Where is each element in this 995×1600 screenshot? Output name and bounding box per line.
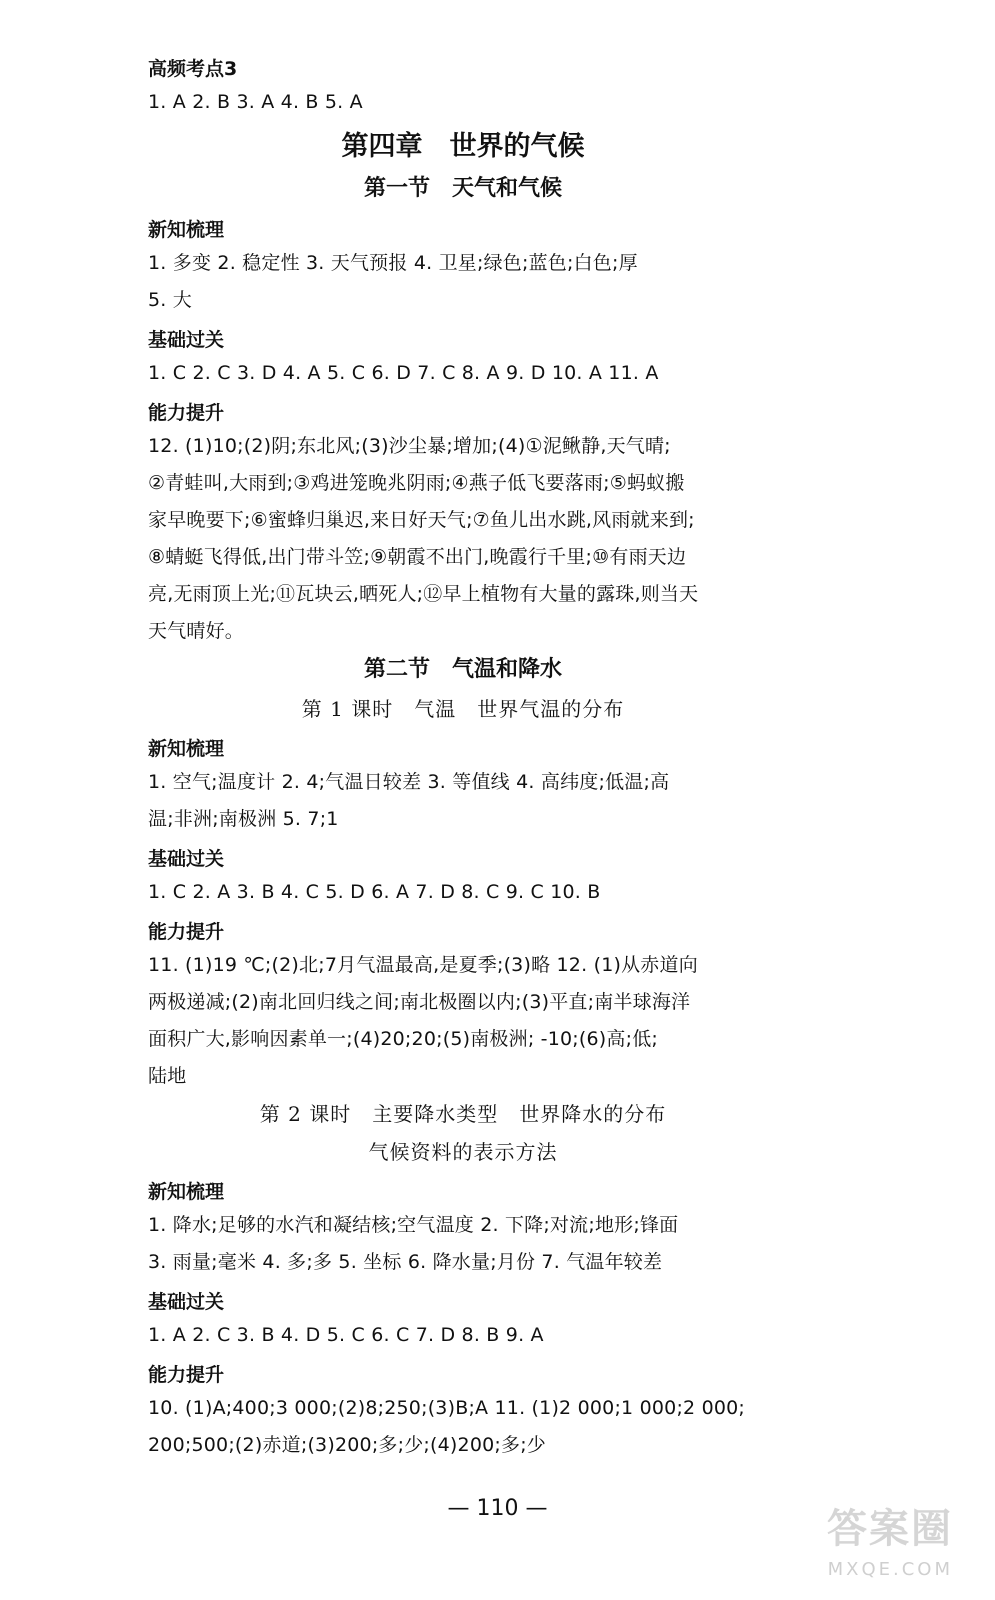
- watermark-glyphs: 答案圈: [827, 1506, 953, 1552]
- l2-jichu-answers: 1. A 2. C 3. B 4. D 5. C 6. C 7. D 8. B 9. A: [148, 1324, 544, 1346]
- section1-title: 第一节 天气和气候: [363, 176, 562, 201]
- lesson2-subtitle: 气候资料的表示方法: [368, 1140, 558, 1164]
- s1-xinzhi-line: 1. 多变 2. 稳定性 3. 天气预报 4. 卫星;绿色;蓝色;白色;厚: [148, 252, 638, 274]
- s1-jichu-label: 基础过关: [148, 329, 225, 351]
- watermark-text: MXQE.COM: [827, 1559, 953, 1580]
- l1-xinzhi-line: 温;非洲;南极洲 5. 7;1: [148, 808, 339, 830]
- lesson1-title: 第 1 课时 气温 世界气温的分布: [301, 697, 625, 721]
- watermark-logo: [787, 1506, 977, 1588]
- s1-nengli-line: ②青蛙叫,大雨到;③鸡进笼晚兆阴雨;④燕子低飞要落雨;⑤蚂蚁搬: [148, 472, 685, 494]
- page-number: — 110 —: [447, 1496, 548, 1521]
- l2-nengli-line: 10. (1)A;400;3 000;(2)8;250;(3)B;A 11. (1)2 000;1 000;2 000;: [148, 1397, 746, 1419]
- l2-xinzhi-label: 新知梳理: [148, 1181, 225, 1203]
- lesson2-title: 第 2 课时 主要降水类型 世界降水的分布: [259, 1102, 667, 1126]
- l2-xinzhi-line: 1. 降水;足够的水汽和凝结核;空气温度 2. 下降;对流;地形;锋面: [148, 1214, 679, 1236]
- s1-nengli-line: ⑧蜻蜓飞得低,出门带斗笠;⑨朝霞不出门,晚霞行千里;⑩有雨天边: [148, 546, 687, 568]
- s1-nengli-label: 能力提升: [148, 402, 225, 424]
- gaopin-label: 高频考点3: [148, 58, 238, 80]
- l1-nengli-line: 面积广大,影响因素单一;(4)20;20;(5)南极洲; -10;(6)高;低;: [148, 1028, 659, 1050]
- l1-xinzhi-line: 1. 空气;温度计 2. 4;气温日较差 3. 等值线 4. 高纬度;低温;高: [148, 771, 670, 793]
- l1-nengli-label: 能力提升: [148, 921, 225, 943]
- l2-nengli-label: 能力提升: [148, 1364, 225, 1386]
- l2-nengli-line: 200;500;(2)赤道;(3)200;多;少;(4)200;多;少: [148, 1434, 547, 1456]
- l1-jichu-answers: 1. C 2. A 3. B 4. C 5. D 6. A 7. D 8. C 9. C 10. B: [148, 881, 601, 903]
- s1-nengli-line: 12. (1)10;(2)阴;东北风;(3)沙尘暴;增加;(4)①泥鳅静,天气晴;: [148, 435, 671, 457]
- s1-nengli-line: 家早晚要下;⑥蜜蜂归巢迟,来日好天气;⑦鱼儿出水跳,风雨就来到;: [148, 509, 695, 531]
- section2-title: 第二节 气温和降水: [363, 657, 562, 682]
- answer-page: [148, 48, 778, 1464]
- chapter-title: 第四章 世界的气候: [341, 131, 585, 162]
- l2-xinzhi-line: 3. 雨量;毫米 4. 多;多 5. 坐标 6. 降水量;月份 7. 气温年较差: [148, 1251, 663, 1273]
- l1-nengli-line: 陆地: [148, 1065, 187, 1087]
- l1-jichu-label: 基础过关: [148, 848, 225, 870]
- s1-xinzhi-label: 新知梳理: [148, 219, 225, 241]
- l1-nengli-line: 两极递减;(2)南北回归线之间;南北极圈以内;(3)平直;南半球海洋: [148, 991, 691, 1013]
- l1-xinzhi-label: 新知梳理: [148, 738, 225, 760]
- s1-jichu-answers: 1. C 2. C 3. D 4. A 5. C 6. D 7. C 8. A 9. D 10. A 11. A: [148, 362, 659, 384]
- l2-jichu-label: 基础过关: [148, 1291, 225, 1313]
- s1-xinzhi-line: 5. 大: [148, 289, 192, 311]
- s1-nengli-line: 天气晴好。: [148, 620, 245, 642]
- s1-nengli-line: 亮,无雨顶上光;⑪瓦块云,晒死人;⑫早上植物有大量的露珠,则当天: [148, 583, 699, 605]
- l1-nengli-line: 11. (1)19 ℃;(2)北;7月气温最高,是夏季;(3)略 12. (1)从赤道向: [148, 954, 698, 976]
- gaopin-answers: 1. A 2. B 3. A 4. B 5. A: [148, 91, 363, 113]
